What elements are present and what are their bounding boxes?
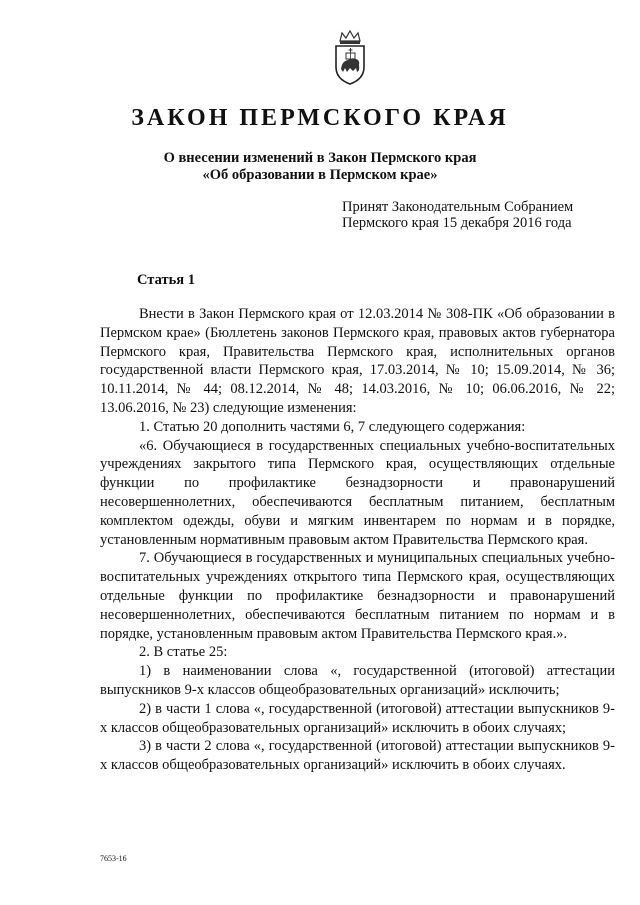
law-subtitle bbox=[0, 150, 640, 184]
paragraph: 7. Обучающиеся в государственных и муниципальных специальных учебно-воспитательных учреждениях открытого типа Пермского края, осуществляющих отдельные функции по профилактике безнадзорности и правонарушений несовершеннолетних, обеспечиваются бесплатным питанием по нормам и в порядке, установленным правовым актом Правительства Пермского края.». bbox=[100, 550, 615, 642]
article-body bbox=[100, 305, 615, 775]
paragraph: 3) в части 2 слова «, государственной (итоговой) аттестации выпускников 9-х классов общеобразовательных организаций» исключить в обоих случаях. bbox=[100, 738, 615, 774]
paragraph: «6. Обучающиеся в государственных специальных учебно-воспитательных учреждениях закрытого типа Пермского края, осуществляющих отдельные функции по профилактике безнадзорности и правонарушений несовершеннолетних, обеспечиваются бесплатным питанием, бесплатным комплектом одежды, обуви и мягким инвентарем по нормам и в порядке, установленным нормативным правовым актом Правительства Пермского края. bbox=[100, 437, 615, 548]
adoption-line: Принят Законодательным Собранием bbox=[342, 199, 574, 215]
paragraph: Внести в Закон Пермского края от 12.03.2014 № 308-ПК «Об образовании в Пермском крае» (Бюллетень законов Пермского края, правовых актов губернатора Пермского края, Правительства Пермского края, исполнительных органов государственной власти Пермского края, 17.03.2014, № 10; 15.09.2014, № 36; 10.11.2014, № 44; 08.12.2014, № 48; 14.03.2016, № 10; 06.06.2016, № 22; 13.06.2016, № 23) следующие изменения: bbox=[100, 306, 615, 416]
subtitle-line: «Об образовании в Пермском крае» bbox=[202, 167, 438, 183]
article-heading: Статья 1 bbox=[137, 272, 195, 288]
subtitle-line: О внесении изменений в Закон Пермского края bbox=[163, 150, 477, 166]
document-code: 7653-16 bbox=[100, 854, 127, 863]
adoption-note bbox=[342, 199, 573, 231]
paragraph: 1. Статью 20 дополнить частями 6, 7 следующего содержания: bbox=[139, 418, 526, 435]
paragraph: 2. В статье 25: bbox=[139, 644, 228, 661]
adoption-line: Пермского края 15 декабря 2016 года bbox=[342, 215, 572, 231]
law-title: ЗАКОН ПЕРМСКОГО КРАЯ bbox=[131, 105, 509, 131]
paragraph: 2) в части 1 слова «, государственной (итоговой) аттестации выпускников 9-х классов общеобразовательных организаций» исключить в обоих случаях; bbox=[100, 700, 615, 736]
paragraph: 1) в наименовании слова «, государственной (итоговой) аттестации выпускников 9-х классов общеобразовательных организаций» исключить; bbox=[100, 663, 615, 698]
coat-of-arms-icon bbox=[330, 27, 370, 87]
